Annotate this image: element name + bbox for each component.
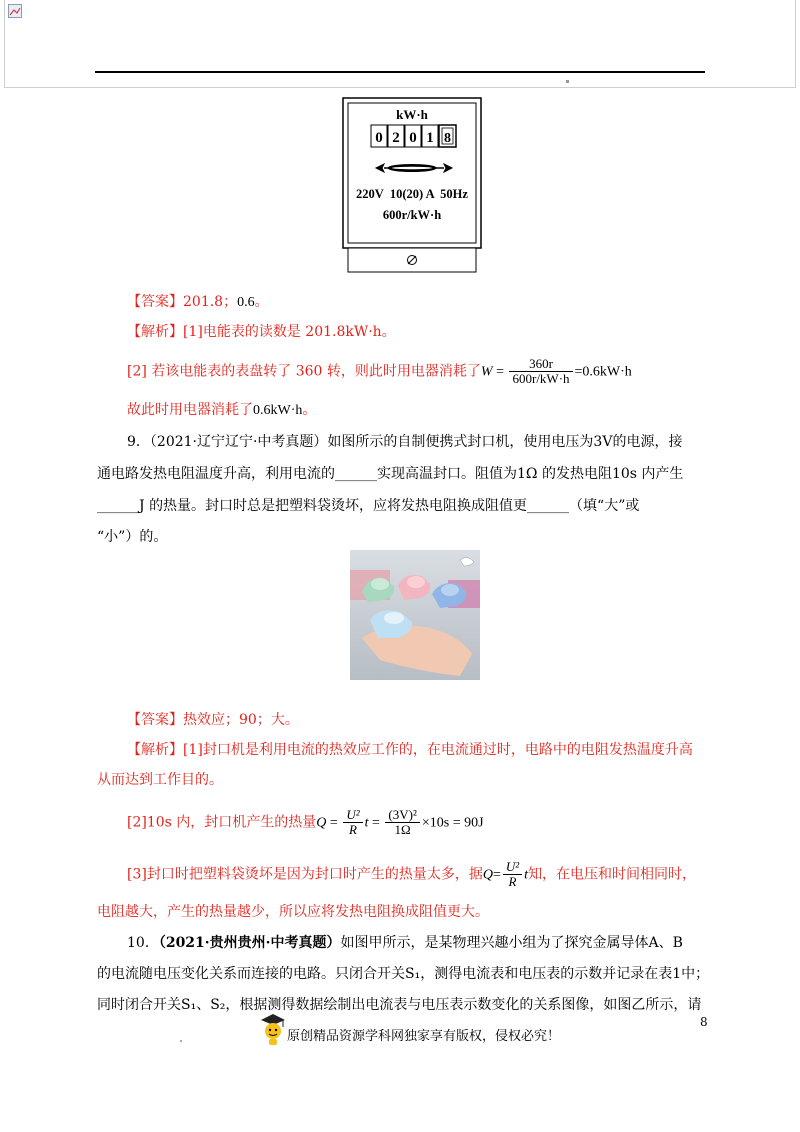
broken-image-icon — [8, 4, 22, 18]
meter-digit: 1 — [426, 130, 434, 146]
q9-answer: 【答案】热效应；90；大。 — [127, 712, 299, 728]
sealer-photo — [350, 550, 480, 680]
q9-analysis-3: [3]封口时把塑料袋烫坏是因为封口时产生的热量太多，据Q= $\frac{\text{U²}}{R}$ t知，在电压和时间相同时， — [127, 859, 697, 889]
meter-unit: kW·h — [396, 107, 428, 122]
q10-line-1: 10．（2021·贵州贵州·中考真题）如图甲所示，是某物理兴趣小组为了探究金属导体A、B — [127, 935, 683, 951]
fraction: $\frac{\text{(3V)²}}{1\Omega}$ — [385, 808, 419, 837]
footer-copyright: 原创精品资源学科网独家享有版权，侵权必究！ — [287, 1029, 561, 1044]
q10-line-3: 同时闭合开关S₁、S₂，根据测得数据绘制出电流表与电压表示数变化的关系图像，如图乙所示，请 — [97, 997, 702, 1013]
header-dot — [566, 80, 569, 83]
page-header — [4, 0, 796, 88]
electric-meter-figure — [342, 97, 482, 273]
footer-dot — [180, 1040, 182, 1042]
meter-rating: 220V 10(20) A 50Hz — [356, 187, 468, 201]
mascot-icon — [258, 1012, 288, 1046]
q9-analysis-2: [2]10s 内，封口机产生的热量Q = $\frac{\text{U²}}{R}$ t = $\frac{\text{(3V)²}}{1\Omega}$ ×10s = 90J — [127, 807, 484, 837]
q10-line-2: 的电流随电压变化关系而连接的电路。只闭合开关S₁，测得电流表和电压表的示数并记录在表1中； — [97, 966, 710, 982]
meter-digit: 0 — [375, 130, 383, 146]
q9-line-3: ______J 的热量。封口时总是把塑料袋烫坏，应将发热电阻换成阻值更______（填“大”或 — [97, 498, 640, 514]
q9-line-1: 9．（2021·辽宁辽宁·中考真题）如图所示的自制便携式封口机，使用电压为3V的电源，接 — [127, 434, 683, 450]
q8-analysis-1: 【解析】[1]电能表的读数是 201.8kW·h。 — [127, 324, 396, 340]
meter-digit: 2 — [392, 130, 400, 146]
q9-line-2: 通电路发热电阻温度升高，利用电流的______实现高温封口。阻值为1Ω 的发热电阻10s 内产生 — [97, 466, 684, 482]
meter-digit: 8 — [444, 131, 451, 146]
meter-digit: 0 — [409, 130, 417, 146]
q8-analysis-3: 故此时用电器消耗了0.6kW·h。 — [127, 402, 317, 418]
fraction: $\frac{\text{U²}}{R}$ — [343, 808, 362, 837]
q9-line-4: “小”）的。 — [97, 529, 168, 545]
q9-analysis-1a: 【解析】[1]封口机是利用电流的热效应工作的，在电流通过时，电路中的电阻发热温度升高 — [127, 742, 693, 758]
fraction: $\frac{\text{U²}}{R}$ — [503, 860, 522, 889]
fraction: $\frac{360r}{600r/kW\cdot h}$ — [509, 357, 572, 386]
q8-answer: 【答案】201.8；0.6。 — [127, 294, 269, 310]
q8-analysis-2: [2] 若该电能表的表盘转了 360 转，则此时用电器消耗了W = $\frac{360r}{600r/kW\cdot h}$ =0.6kW·h — [127, 356, 632, 386]
header-rule — [95, 71, 705, 73]
meter-constant: 600r/kW·h — [382, 208, 442, 222]
q9-analysis-4: 电阻越大，产生的热量越少，所以应将发热电阻换成阻值更大。 — [97, 904, 489, 920]
q9-analysis-1b: 从而达到工作目的。 — [97, 772, 223, 788]
page-number: 8 — [700, 1015, 708, 1029]
